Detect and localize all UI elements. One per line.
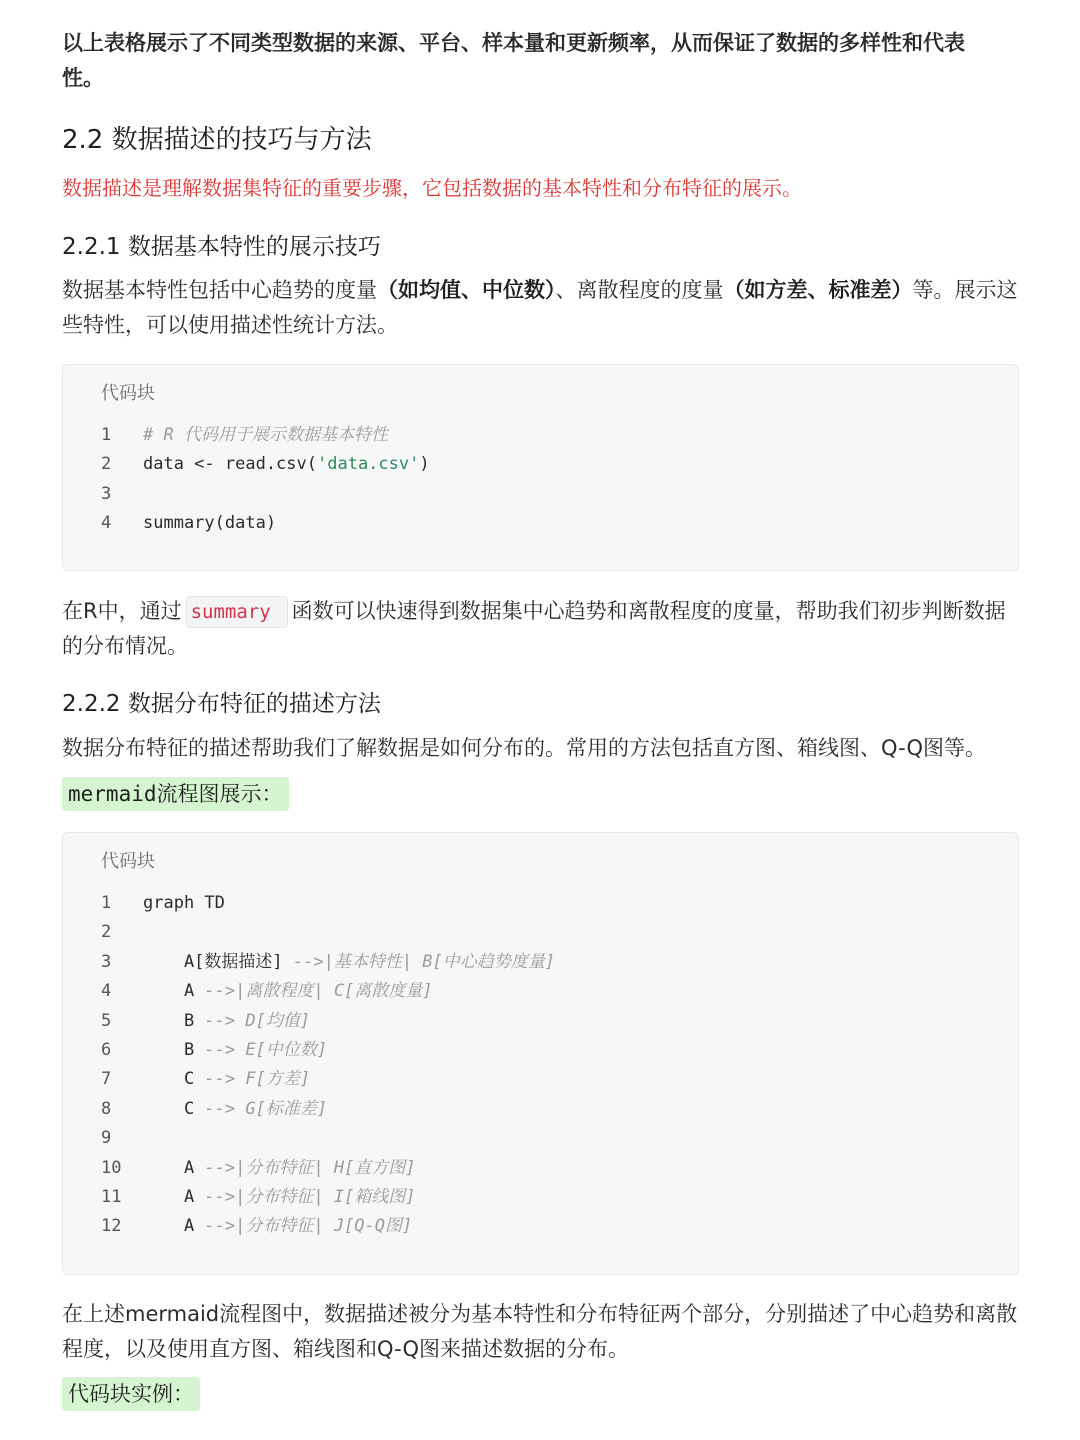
code-comment: -->|分布特征| J[Q-Q图]: [204, 1216, 413, 1237]
line-number: 7: [101, 1069, 112, 1090]
code-line: [63, 1183, 1018, 1212]
code-line: [63, 1007, 1018, 1036]
subsection-title-distribution: 2.2.2 数据分布特征的描述方法: [62, 691, 381, 717]
code-text: C: [143, 1098, 205, 1119]
code-comment: -->|分布特征| I[箱线图]: [204, 1186, 416, 1207]
code-comment: --> E[中位数]: [204, 1039, 328, 1060]
inline-code-summary: summary: [186, 596, 288, 628]
code-comment: --> F[方差]: [204, 1069, 311, 1090]
mermaid-highlight: [62, 777, 289, 811]
code-line: [63, 421, 1018, 450]
summary-paragraph: [62, 594, 1018, 664]
code-line: [63, 480, 1018, 509]
code-content: [143, 1212, 412, 1241]
code-comment: -->|离散程度| C[离散度量]: [204, 981, 433, 1002]
basic-paragraph: [62, 273, 1018, 343]
code-content: [143, 1183, 416, 1212]
code-content: [143, 1036, 327, 1065]
code-comment: -->|基本特性| B[中心趋势度量]: [292, 951, 556, 972]
code-comment: -->|分布特征| H[直方图]: [204, 1157, 416, 1178]
code-line: [63, 1154, 1018, 1183]
code-lines: [63, 889, 1018, 1242]
line-number: 1: [101, 425, 112, 445]
code-string: 'data.csv': [317, 454, 420, 475]
code-comment: --> G[标准差]: [204, 1098, 328, 1119]
code-comment: --> D[均值]: [204, 1010, 311, 1031]
line-number: 6: [101, 1039, 112, 1060]
code-content: [143, 1095, 327, 1124]
code-line: [63, 948, 1018, 977]
subsection-title-basic: 2.2.1 数据基本特性的展示技巧: [62, 234, 381, 260]
line-number: 4: [101, 513, 112, 534]
code-content: summary(data): [143, 513, 277, 534]
code-text: A[数据描述]: [143, 951, 293, 972]
line-number: 3: [101, 951, 112, 972]
code-line: [63, 509, 1018, 538]
line-number: 5: [101, 1010, 112, 1031]
code-line: [63, 1095, 1018, 1124]
section-title: 2.2 数据描述的技巧与方法: [62, 125, 372, 155]
code-line: [63, 977, 1018, 1006]
line-number: 2: [101, 454, 112, 475]
code-line: [63, 1065, 1018, 1094]
mermaid-explanation: 在上述mermaid流程图中，数据描述被分为基本特性和分布特征两个部分，分别描述了中心趋势和离散程度，以及使用直方图、箱线图和Q-Q图来描述数据的分布。: [62, 1302, 1018, 1361]
highlight-label: 代码块实例：: [62, 1377, 200, 1411]
code-text: A: [143, 1216, 205, 1237]
code-content: [143, 977, 433, 1006]
basic-text-bold-2: （如方差、标准差）: [723, 278, 913, 302]
code-text: A: [143, 1186, 205, 1207]
line-number: 9: [101, 1128, 112, 1149]
line-number: 2: [101, 922, 112, 943]
line-number: 8: [101, 1098, 112, 1119]
code-text: A: [143, 1157, 205, 1178]
code-text: data <- read.csv(: [143, 454, 317, 475]
code-text: B: [143, 1010, 205, 1031]
basic-text-1: 数据基本特性包括中心趋势的度量: [62, 278, 377, 302]
code-text: A: [143, 981, 205, 1002]
intro-paragraph: 以上表格展示了不同类型数据的来源、平台、样本量和更新频率，从而保证了数据的多样性和代表性。: [62, 31, 965, 90]
code-content: [143, 1007, 310, 1036]
line-number: 11: [101, 1186, 122, 1207]
basic-text-3: 等。展示这些特性，可以使用描述性统计方法。: [62, 278, 1018, 337]
line-number: 1: [101, 893, 112, 913]
code-content: [143, 450, 430, 479]
summary-text-pre: 在R中，通过: [62, 599, 182, 623]
basic-text-2: 、离散程度的度量: [555, 278, 724, 302]
highlight-label: [62, 777, 289, 811]
line-number: 3: [101, 483, 112, 504]
line-number: 4: [101, 981, 112, 1002]
code-line: [63, 1036, 1018, 1065]
code-content: [143, 1154, 416, 1183]
code-block-header: 代码块: [101, 851, 155, 872]
code-line: [63, 1124, 1018, 1153]
basic-text-bold-1: （如均值、中位数）: [377, 278, 556, 302]
code-example-highlight: [62, 1377, 200, 1411]
code-text: C: [143, 1069, 205, 1090]
code-line: [63, 918, 1018, 947]
code-text: ): [419, 454, 430, 475]
line-number: 12: [101, 1216, 122, 1237]
code-text: B: [143, 1039, 205, 1060]
distribution-paragraph: 数据分布特征的描述帮助我们了解数据是如何分布的。常用的方法包括直方图、箱线图、Q-Q图等。: [62, 736, 986, 760]
code-block-header: 代码块: [101, 383, 155, 404]
summary-text-post: 函数可以快速得到数据集中心趋势和离散程度的度量，帮助我们初步判断数据的分布情况。: [62, 599, 1006, 658]
code-content: graph TD: [143, 893, 225, 913]
code-block-mermaid: [62, 832, 1019, 1275]
highlight-mono: mermaid: [68, 782, 157, 806]
highlight-text: 流程图展示：: [156, 782, 283, 806]
code-content: [143, 1065, 310, 1094]
section-intro: 数据描述是理解数据集特征的重要步骤，它包括数据的基本特性和分布特征的展示。: [62, 176, 802, 200]
code-content: [143, 948, 555, 977]
code-lines: [63, 421, 1018, 539]
code-comment: # R 代码用于展示数据基本特性: [143, 425, 388, 445]
code-line: [63, 450, 1018, 479]
code-line: [63, 889, 1018, 918]
code-line: [63, 1212, 1018, 1241]
line-number: 10: [101, 1157, 122, 1178]
code-block-r: [62, 364, 1019, 571]
